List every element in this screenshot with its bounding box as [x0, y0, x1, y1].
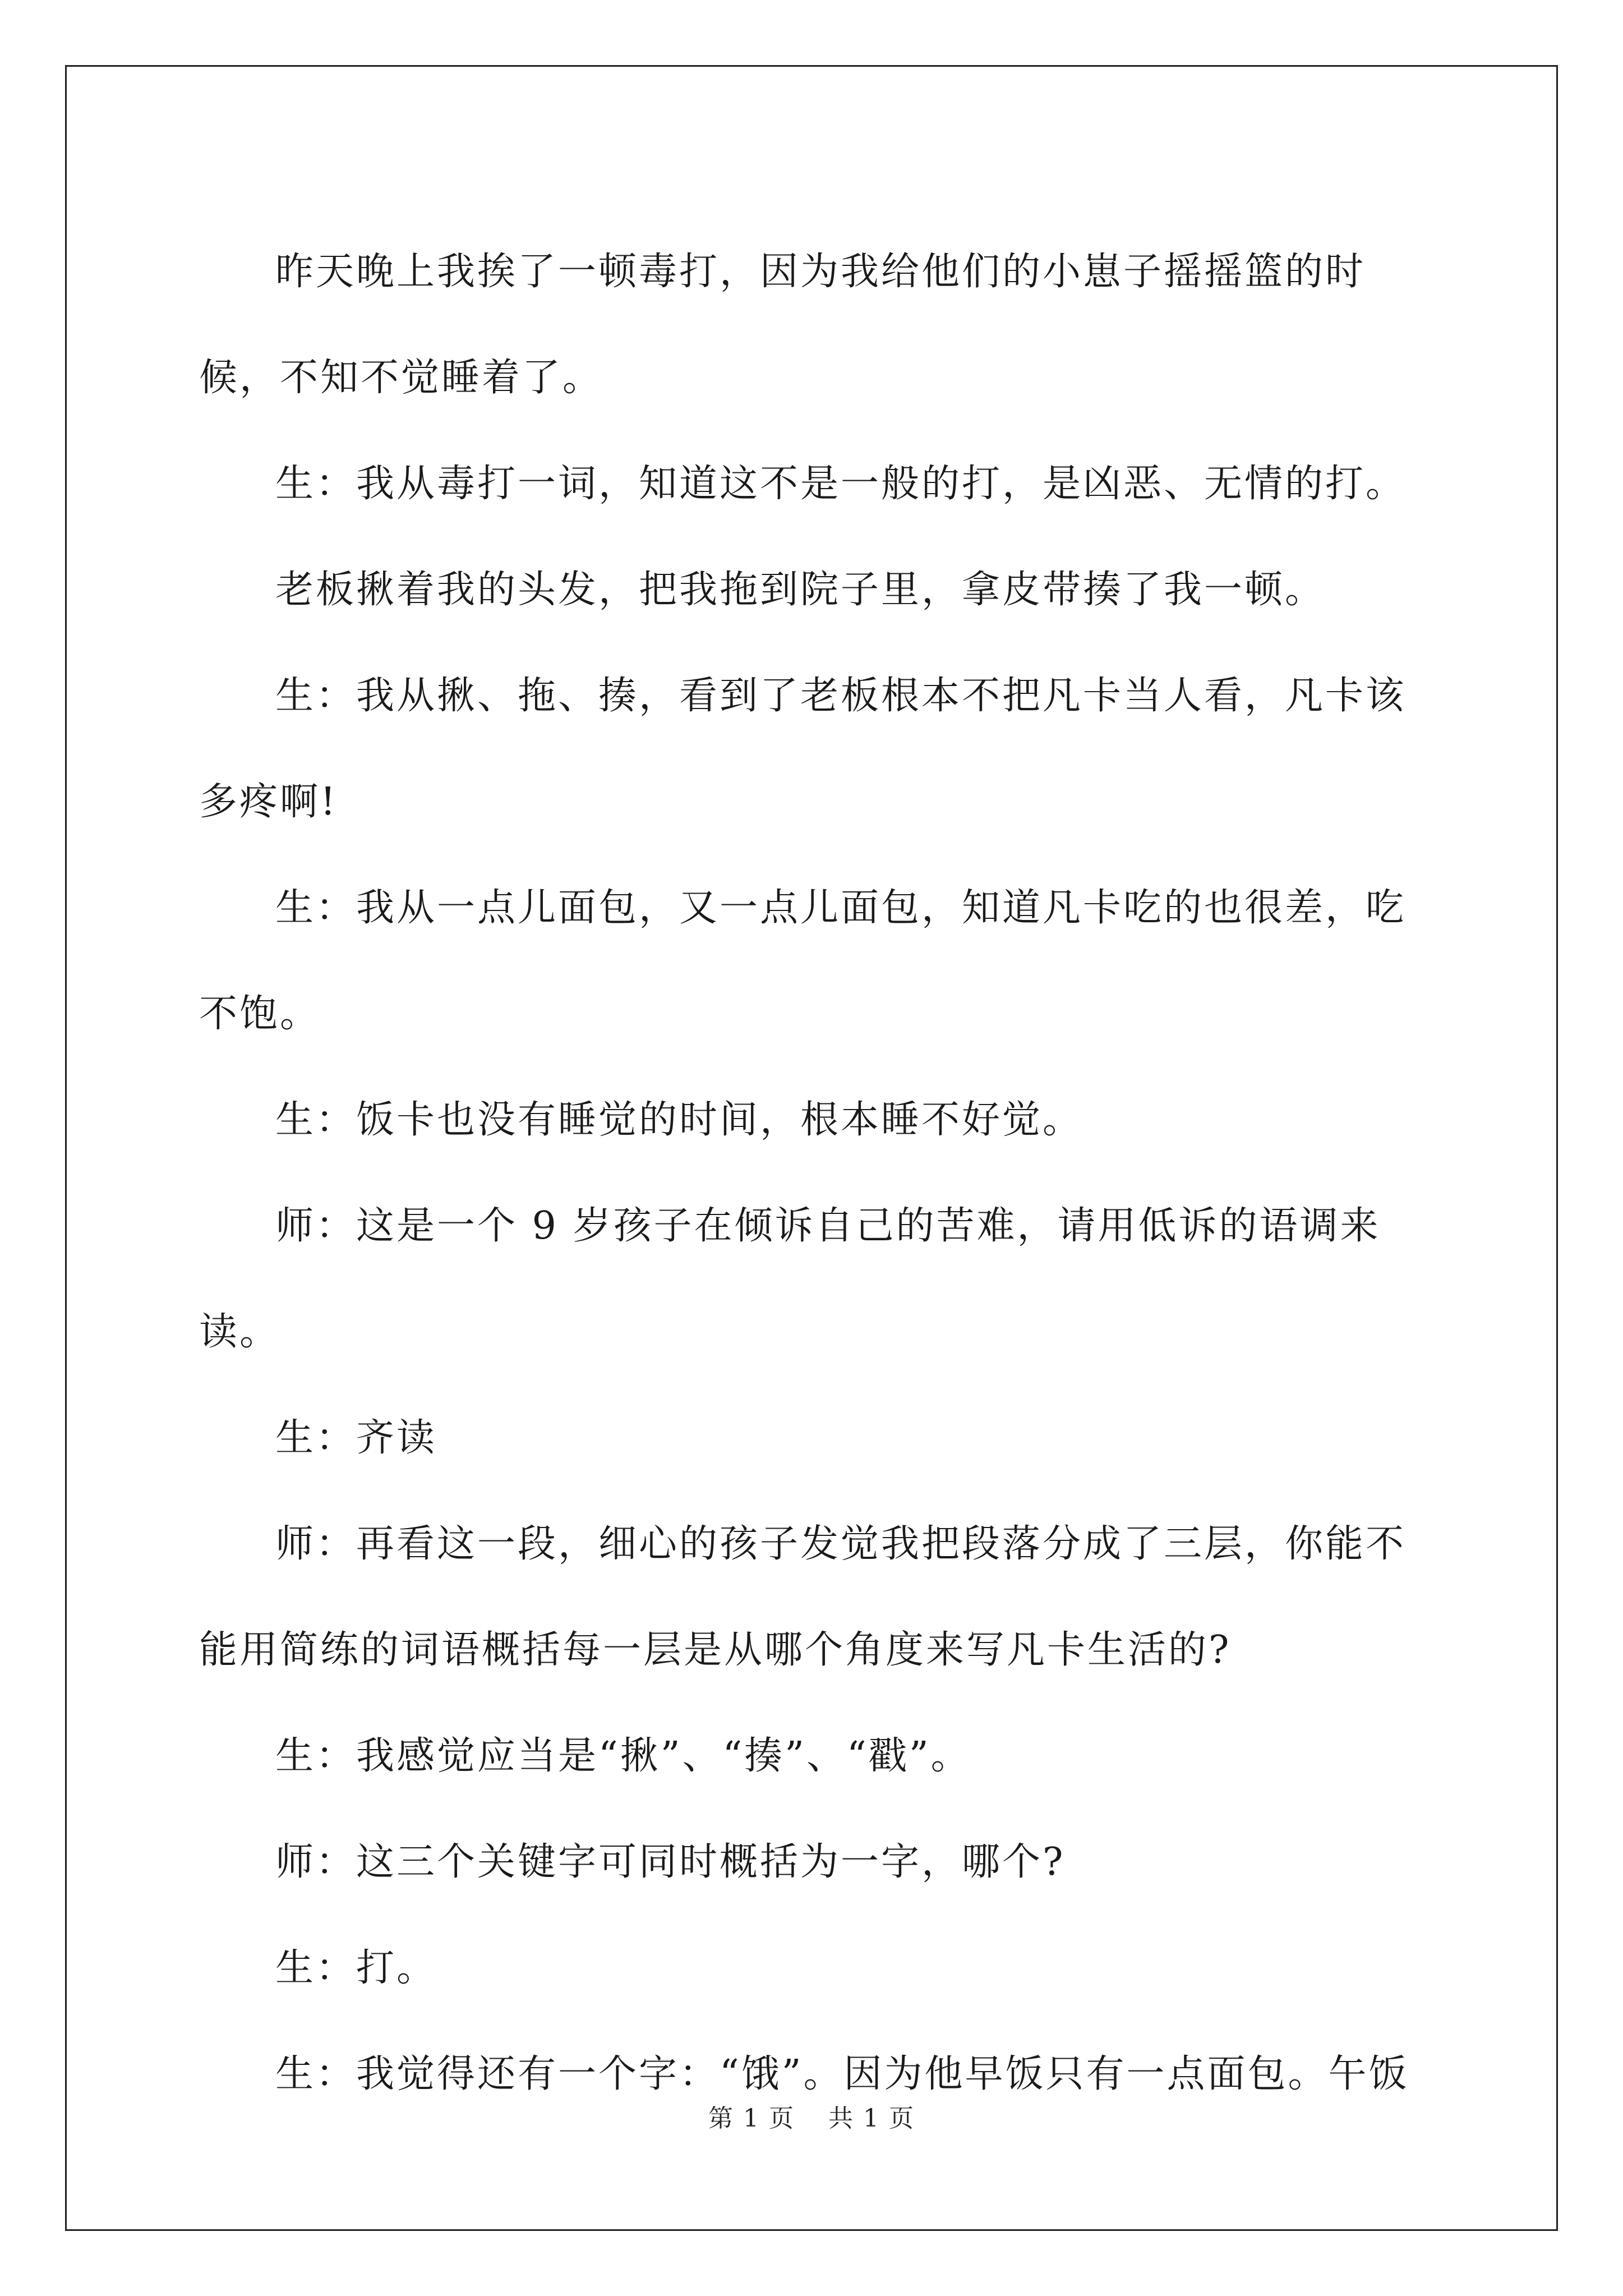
- page-number: 第 1 页: [708, 2104, 795, 2133]
- paragraph-11: 师：这三个关键字可同时概括为一字，哪个?: [275, 1840, 1066, 1884]
- paragraph-10: 生：我感觉应当是“揪”、“揍”、“戳”。: [275, 1734, 971, 1778]
- paragraph-2: 生：我从毒打一词，知道这不是一般的打，是凶恶、无情的打。: [275, 462, 1407, 506]
- page-total: 共 1 页: [828, 2104, 915, 2133]
- paragraph-7: 师：这是一个 9 岁孩子在倾诉自己的苦难，请用低诉的语调来读。: [199, 1204, 1381, 1354]
- paragraph-8: 生：齐读: [275, 1416, 437, 1460]
- paragraph-3: 老板揪着我的头发，把我拖到院子里，拿皮带揍了我一顿。: [275, 568, 1326, 612]
- paragraph-5: 生：我从一点儿面包，又一点儿面包，知道凡卡吃的也很差，吃不饱。: [199, 886, 1407, 1036]
- paragraph-6: 生：饭卡也没有睡觉的时间，根本睡不好觉。: [275, 1098, 1083, 1142]
- paragraph-13: 生：我觉得还有一个字：“饿”。因为他早饭只有一点面包。午饭: [275, 2052, 1409, 2096]
- document-body: [199, 219, 1433, 2127]
- paragraph-12: 生：打。: [275, 1946, 437, 1990]
- paragraph-4: 生：我从揪、拖、揍，看到了老板根本不把凡卡当人看，凡卡该多疼啊!: [199, 674, 1407, 824]
- paragraph-9: 师：再看这一段，细心的孩子发觉我把段落分成了三层，你能不能用简练的词语概括每一层是从哪个角度来写凡卡生活的?: [199, 1522, 1407, 1672]
- page-footer: [0, 2098, 1623, 2134]
- paragraph-1: 昨天晚上我挨了一顿毒打，因为我给他们的小崽子摇摇篮的时候，不知不觉睡着了。: [199, 250, 1366, 400]
